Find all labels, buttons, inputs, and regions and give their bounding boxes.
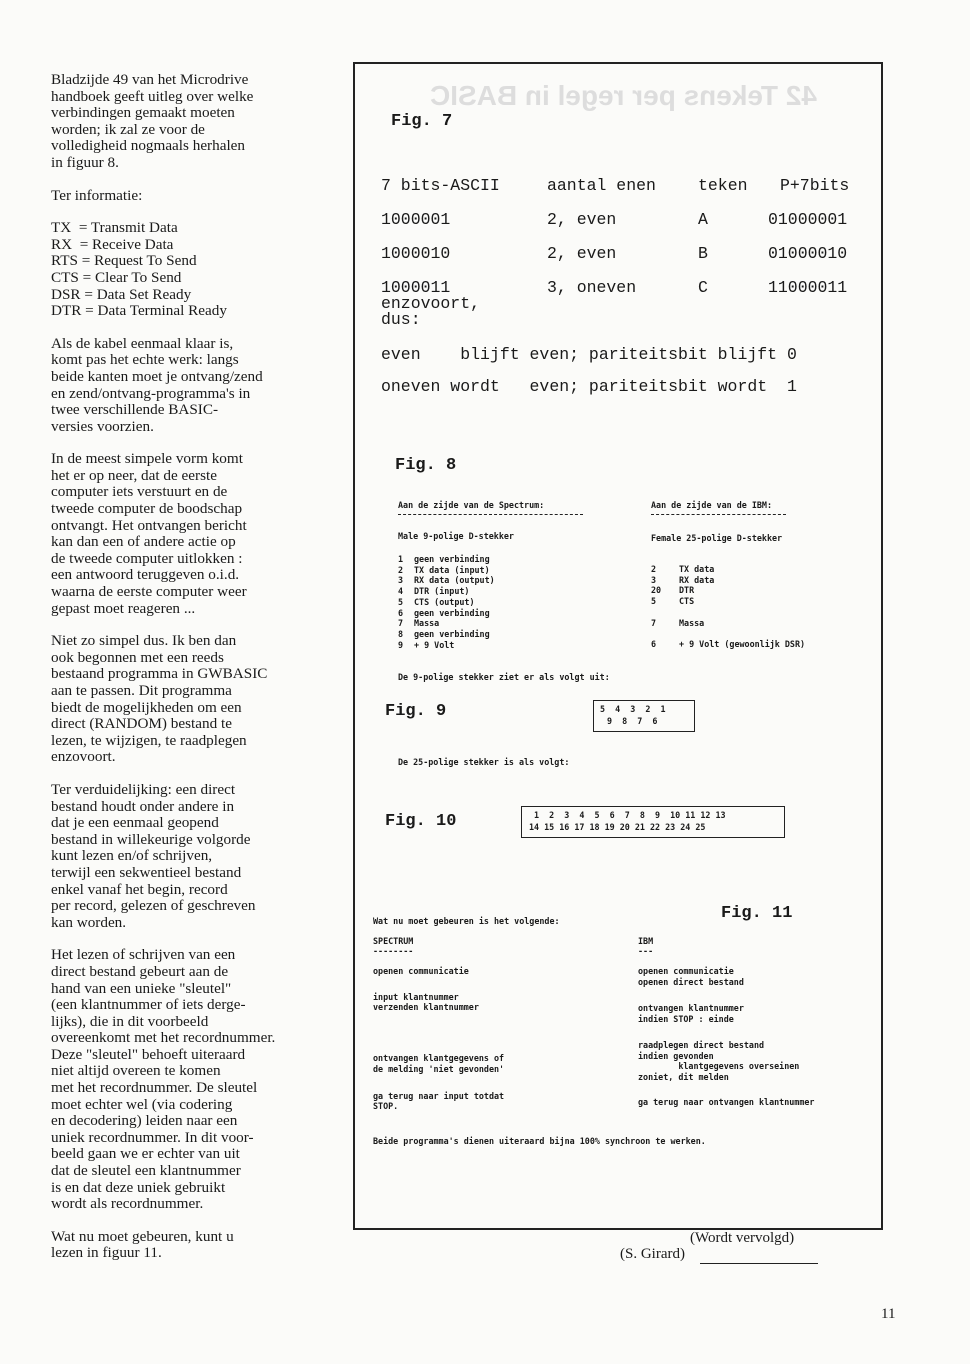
step-line: ontvangen klantnummer	[638, 1003, 744, 1014]
text-line: RTS = Request To Send	[51, 252, 197, 270]
text-line: (een klantnummer of iets derge-	[51, 996, 246, 1014]
fig11-ibm-title: IBM	[638, 936, 654, 946]
pin-row	[398, 608, 495, 619]
fig11-ibm-steps	[638, 966, 814, 1121]
text-line: Niet zo simpel dus. Ik ben dan	[51, 632, 237, 650]
pin-row	[651, 607, 805, 618]
fig7-rule-odd: oneven wordt even; pariteitsbit wordt 1	[381, 377, 797, 396]
text-line: lezen, te wijzigen, te raadplegen	[51, 731, 247, 749]
text-line: dat je een eenmaal geopend	[51, 814, 219, 832]
fig11-ibm-rule: ---	[638, 946, 654, 956]
step-group	[373, 966, 504, 977]
step-line: ga terug naar ontvangen klantnummer	[638, 1096, 815, 1107]
pin-row	[398, 575, 495, 586]
text-line: twee verschillende BASIC-	[51, 401, 219, 419]
pin-description: Massa	[414, 618, 440, 629]
fig8-ibm-sub: Female 25-polige D-stekker	[651, 533, 783, 543]
continued-note: (Wordt vervolgd)	[690, 1230, 795, 1246]
text-line: het er op neer, dat de eerste	[51, 466, 217, 484]
pin-description: TX data	[679, 564, 715, 574]
fig7-row1-p7: 01000001	[768, 210, 848, 229]
text-line: aan te passen. Dit programma	[51, 682, 232, 699]
paragraph	[51, 72, 336, 172]
fig11-spectrum-steps	[373, 966, 504, 1126]
step-group	[373, 992, 504, 1013]
text-line: lezen in figuur 11.	[51, 1244, 162, 1262]
pin-row	[651, 596, 805, 607]
fig7-row2-count: 2, even	[547, 244, 617, 263]
fig7-row1-bits: 1000001	[381, 210, 451, 229]
fig11-label: Fig. 11	[721, 904, 793, 923]
paragraph	[51, 633, 336, 766]
pin-number: 7	[398, 618, 404, 629]
text-line: bestand in willekeurige volgorde	[51, 830, 251, 848]
fig10-intro: De 25-polige stekker is als volgt:	[398, 757, 570, 767]
text-line: DTR = Data Terminal Ready	[51, 302, 227, 320]
step-line: ga terug naar input totdat	[373, 1090, 505, 1101]
pin-number: 7	[651, 617, 657, 628]
fig7-row2-char: B	[698, 244, 708, 263]
fig11-spectrum-title: SPECTRUM	[373, 936, 414, 946]
pin-description: TX data (input)	[414, 564, 490, 575]
text-line: lijks), die in dit voorbeeld	[51, 1012, 209, 1030]
step-line: raadplegen direct bestand	[638, 1039, 765, 1050]
step-line: verzenden klantnummer	[373, 1002, 479, 1013]
text-line: Bladzijde 49 van het Microdrive	[51, 71, 249, 88]
fig7-row3-p7: 11000011	[768, 278, 848, 297]
pin-description: geen verbinding	[414, 554, 490, 564]
pin-description: + 9 Volt (gewoonlijk DSR)	[679, 638, 806, 649]
text-line: TX = Transmit Data	[51, 219, 178, 237]
paragraph	[51, 188, 336, 205]
paragraph	[51, 1229, 336, 1262]
pin-number: 4	[398, 586, 404, 597]
text-line: kan dan een of andere actie op	[51, 533, 236, 551]
pin-row	[651, 564, 805, 575]
step-line: de melding 'niet gevonden'	[373, 1063, 505, 1074]
pin-row	[398, 565, 495, 576]
text-line: bestaand programma in GWBASIC	[51, 665, 268, 683]
fig7-row1-count: 2, even	[547, 210, 617, 229]
text-line: moet echter wel (via codering	[51, 1095, 233, 1113]
step-line: ontvangen klantgegevens of	[373, 1053, 505, 1064]
fig7-row3-count: 3, oneven	[547, 278, 637, 297]
text-line: komt pas het echte werk: langs	[51, 351, 239, 369]
fig7-header-col4: P+7bits	[780, 176, 850, 195]
step-line: zoniet, dit melden	[638, 1071, 729, 1082]
pin-row	[651, 585, 805, 596]
fig8-spectrum-pins	[398, 554, 495, 650]
text-line: een antwoord teruggeven o.i.d.	[51, 566, 240, 584]
text-line: is en dat deze uniek gebruikt	[51, 1178, 226, 1196]
pin-row	[651, 575, 805, 586]
text-line: kan worden.	[51, 913, 127, 931]
pin-description: DTR (input)	[414, 586, 470, 597]
text-line: met het recordnummer. De sleutel	[51, 1079, 258, 1097]
pin-number: 2	[651, 564, 657, 574]
text-line: RX = Receive Data	[51, 235, 174, 253]
text-line: en decodering) leiden naar een	[51, 1112, 238, 1130]
pin-number: 5	[651, 596, 657, 607]
step-line: openen direct bestand	[638, 976, 744, 987]
fig9-bottom-pins: 9 8 7 6	[607, 716, 658, 726]
text-line: ontvangt. Het ontvangen bericht	[51, 516, 247, 534]
fig7-rule-even: even blijft even; pariteitsbit blijft 0	[381, 345, 797, 364]
step-line: klantgegevens overseinen	[638, 1061, 800, 1072]
page-number: 11	[881, 1306, 896, 1322]
step-group	[373, 1091, 504, 1112]
text-line: verbindingen gemaakt moeten	[51, 104, 235, 122]
text-line: bestand houdt onder andere in	[51, 797, 235, 815]
fig11-intro: Wat nu moet gebeuren is het volgende:	[373, 916, 560, 926]
pin-description: RX data	[679, 574, 715, 585]
author: (S. Girard)	[620, 1246, 685, 1262]
fig10-top-pins: 1 2 3 4 5 6 7 8 9 10 11 12 13	[534, 810, 726, 820]
text-line: enkel vanaf het begin, record	[51, 880, 228, 898]
text-line: hand van een unieke "sleutel"	[51, 979, 232, 997]
fig7-header-col3: teken	[698, 176, 748, 195]
pin-description: DTR	[679, 585, 695, 596]
figures-frame	[353, 62, 883, 1230]
text-line: DSR = Data Set Ready	[51, 285, 192, 303]
fig8-label: Fig. 8	[395, 456, 457, 475]
pin-description: Massa	[679, 617, 705, 628]
paragraph	[51, 451, 336, 617]
fig8-ibm-pins	[651, 564, 805, 650]
text-line: direct (RANDOM) bestand te	[51, 715, 232, 733]
step-line: input klantnummer	[373, 991, 459, 1002]
fig9-connector	[593, 700, 695, 732]
pin-number: 3	[651, 574, 657, 585]
pin-description: geen verbinding	[414, 628, 490, 639]
pin-number: 20	[651, 585, 662, 596]
author-underline	[700, 1263, 818, 1264]
fig10-bottom-pins: 14 15 16 17 18 19 20 21 22 23 24 25	[529, 822, 706, 832]
paragraph	[51, 336, 336, 436]
fig7-row3-bits: 1000011	[381, 278, 451, 297]
pin-description: RX data (output)	[414, 575, 495, 586]
text-line: overeenkomt met het recordnummer.	[51, 1029, 276, 1047]
fig7-row2-p7: 01000010	[768, 244, 848, 263]
fig7-row3-char: C	[698, 278, 708, 297]
fig8-ibm-rule	[651, 514, 786, 515]
fig9-intro: De 9-polige stekker ziet er als volgt uit:	[398, 672, 610, 682]
fig7-header-col2: aantal enen	[547, 176, 656, 195]
text-line: dat de sleutel een klantnummer	[51, 1162, 241, 1180]
text-line: ook begonnen met een reeds	[51, 648, 224, 666]
text-line: de tweede computer uitlokken :	[51, 549, 243, 567]
pin-row	[398, 586, 495, 597]
text-line: versies voorzien.	[51, 417, 154, 435]
text-line: gepast moet reageren ...	[51, 599, 196, 617]
pin-row	[398, 640, 495, 651]
fig11-closing: Beide programma's dienen uiteraard bijna 100% synchroon te werken.	[373, 1136, 706, 1146]
pin-number: 1	[398, 554, 404, 564]
text-line: niet altijd overeen te komen	[51, 1062, 221, 1080]
pin-row	[651, 639, 805, 650]
text-line: tweede computer de boodschap	[51, 500, 243, 518]
pin-number: 3	[398, 575, 404, 586]
text-line: beide kanten moet je ontvang/zend	[51, 367, 263, 385]
fig7-dus: dus:	[381, 310, 421, 329]
text-line: Het lezen of schrijven van een	[51, 946, 236, 964]
step-line: indien gevonden	[638, 1050, 714, 1061]
text-line: worden; ik zal ze voor de	[51, 120, 205, 138]
pin-row	[398, 597, 495, 608]
text-line: en zend/ontvang-programma's in	[51, 384, 251, 402]
text-line: computer iets verstuurt en de	[51, 483, 228, 501]
text-line: biedt de mogelijkheden om een	[51, 698, 242, 716]
fig8-spectrum-sub: Male 9-polige D-stekker	[398, 531, 514, 541]
pin-row	[398, 554, 495, 565]
step-group	[638, 966, 814, 987]
fig7-header-col1: 7 bits-ASCII	[381, 176, 500, 195]
fig9-top-pins: 5 4 3 2 1	[600, 704, 666, 714]
step-group	[638, 1040, 814, 1083]
step-line: openen communicatie	[638, 966, 734, 976]
step-line: openen communicatie	[373, 966, 469, 976]
text-line: enzovoort.	[51, 748, 116, 766]
left-text-column	[51, 72, 336, 1278]
step-line: indien STOP : einde	[638, 1014, 734, 1025]
paragraph	[51, 947, 336, 1213]
pin-row	[398, 629, 495, 640]
text-line: waarna de eerste computer weer	[51, 583, 247, 601]
pin-description: geen verbinding	[414, 607, 490, 618]
text-line: per record, gelezen of geschreven	[51, 897, 256, 915]
text-line: in figuur 8.	[51, 153, 119, 171]
fig7-label: Fig. 7	[391, 112, 453, 131]
text-line: Wat nu moet gebeuren, kunt u	[51, 1227, 234, 1245]
pin-row	[651, 628, 805, 639]
step-line: STOP.	[373, 1101, 399, 1112]
bleed-through-text: 42 Tekens per regel in BASIC	[430, 80, 817, 111]
text-line: Als de kabel eenmaal klaar is,	[51, 334, 234, 352]
text-line: Deze "sleutel" behoeft uiteraard	[51, 1045, 246, 1063]
fig9-label: Fig. 9	[385, 702, 447, 721]
text-line: terwijl een sekwentieel bestand	[51, 863, 242, 881]
pin-number: 8	[398, 628, 404, 639]
fig7-row1-char: A	[698, 210, 708, 229]
paragraph	[51, 220, 336, 320]
pin-number: 9	[398, 639, 404, 650]
fig10-label: Fig. 10	[385, 812, 457, 831]
fig7-etc: enzovoort,	[381, 294, 481, 313]
fig7-row2-bits: 1000010	[381, 244, 451, 263]
text-line: Ter verduidelijking: een direct	[51, 780, 236, 798]
text-line: kunt lezen en/of schrijven,	[51, 847, 213, 865]
paragraph	[51, 782, 336, 931]
text-line: In de meest simpele vorm komt	[51, 450, 243, 468]
text-line: wordt als recordnummer.	[51, 1195, 204, 1213]
text-line: CTS = Clear To Send	[51, 268, 182, 286]
text-line: Ter informatie:	[51, 186, 143, 204]
pin-number: 6	[651, 638, 657, 649]
pin-number: 6	[398, 607, 404, 618]
pin-description: CTS	[679, 596, 695, 607]
text-line: beeld gaan we er echter van uit	[51, 1145, 240, 1163]
step-group	[638, 1003, 814, 1024]
pin-row	[398, 618, 495, 629]
pin-number: 5	[398, 596, 404, 607]
step-group	[373, 1053, 504, 1074]
pin-number: 2	[398, 564, 404, 575]
text-line: volledigheid nogmaals herhalen	[51, 137, 246, 155]
pin-description: + 9 Volt	[414, 639, 455, 650]
fig8-spectrum-title: Aan de zijde van de Spectrum:	[398, 500, 545, 510]
pin-row	[651, 618, 805, 629]
pin-description: CTS (output)	[414, 596, 475, 607]
text-line: uniek recordnummer. In dit voor-	[51, 1128, 254, 1146]
fig11-spectrum-rule: --------	[373, 946, 414, 956]
text-line: direct bestand gebeurt aan de	[51, 962, 229, 980]
step-group	[638, 1097, 814, 1108]
fig10-connector	[521, 806, 785, 838]
text-line: handboek geeft uitleg over welke	[51, 87, 254, 105]
fig8-ibm-title: Aan de zijde van de IBM:	[651, 500, 773, 510]
fig8-spectrum-rule	[398, 514, 583, 515]
